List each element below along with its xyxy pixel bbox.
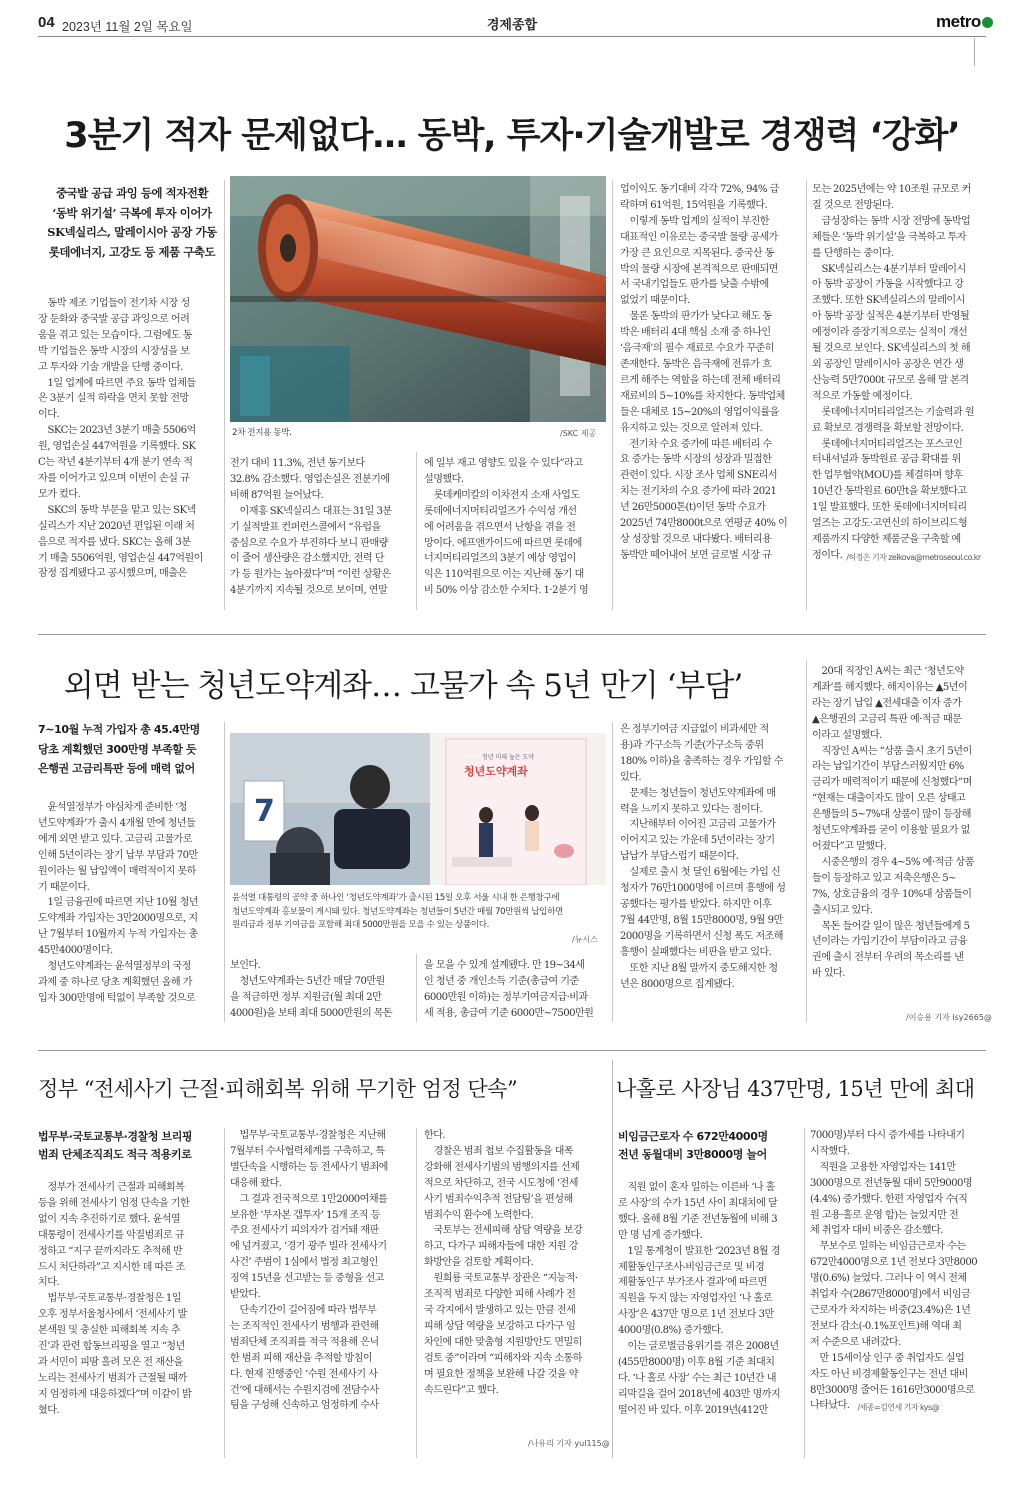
text-line: 법무부·국토교통부·경찰청은 1일 bbox=[38, 1293, 181, 1305]
poster-title: 청년도약계좌 bbox=[464, 765, 528, 778]
text-line: 다. ‘나 홀로 사장’ 수는 최근 10년간 내 bbox=[618, 1372, 776, 1384]
text-line: 원 고용·홀로 운영 합)는 늘었지만 전 bbox=[810, 1209, 959, 1221]
text-line: 시중은행의 경우 4~5% 예·적금 상품 bbox=[812, 856, 974, 868]
text-line: 무보수로 일하는 비임금근로자 수는 bbox=[810, 1241, 966, 1253]
article2-headline: 외면 받는 청년도약계좌… 고물가 속 5년 만기 ‘부담’ bbox=[63, 668, 743, 704]
text-line: 제품까지 다양한 제품군을 구축할 예 bbox=[812, 533, 961, 545]
page-number: 04 bbox=[38, 14, 55, 31]
article1-photo-caption: 2차 전지용 동박. bbox=[232, 428, 292, 438]
article1-column-1 bbox=[38, 296, 218, 582]
text-line: 바 있다. bbox=[812, 968, 845, 980]
logo-dot-icon bbox=[982, 17, 993, 28]
column-divider bbox=[416, 1128, 417, 1458]
text-line: 음으로 적자를 냈다. SKC는 올해 3분 bbox=[38, 536, 191, 548]
text-line: 며 필요한 정책을 보완해 나갈 것을 약 bbox=[424, 1368, 578, 1380]
text-line: 실제로 출시 첫 달인 6월에는 가입 신 bbox=[620, 867, 781, 879]
text-line: 적으로 차단하고, 전국 시도청에 ‘전세 bbox=[424, 1177, 578, 1189]
article1-column-2 bbox=[230, 456, 410, 599]
text-line: 3000명으로 전년동월 대비 5만9000명 bbox=[810, 1177, 973, 1189]
text-line: 너지머티리얼즈의 3분기 예상 영업이 bbox=[424, 553, 576, 565]
text-line: 아 동박 공장 실적은 4분기부터 반영될 bbox=[812, 311, 970, 323]
text-line: 검토 중”이라며 “피해자와 지속 소통하 bbox=[424, 1352, 582, 1364]
subhead: 은행권 고금리특판 등에 매력 없어 bbox=[38, 762, 195, 775]
article3-column-2 bbox=[230, 1128, 410, 1414]
article4-headline: 나홀로 사장님 437만명, 15년 만에 최대 bbox=[616, 1077, 975, 1101]
text-line: 국 각지에서 발생하고 있는 만큼 전세 bbox=[424, 1304, 576, 1316]
text-line: 문제는 청년들이 청년도약계좌에 매 bbox=[620, 787, 776, 799]
text-line: 박의 물량 시장에 본격적으로 판매되면 bbox=[620, 263, 778, 275]
text-line: 장 둔화와 중국발 공급 과잉으로 어려 bbox=[38, 313, 190, 325]
text-line: 한 업무협약(MOU)를 체결하며 향후 bbox=[812, 470, 963, 482]
text-line: 이렇게 동박 업계의 실적이 부진한 bbox=[620, 215, 769, 227]
text-line: 은행들의 5~7%대 상품이 많이 등장해 bbox=[812, 809, 971, 821]
column-divider bbox=[804, 1128, 805, 1458]
text-line: 법무부·국토교통부·경찰청은 지난해 bbox=[230, 1130, 386, 1141]
text-line: 전기차 수요 증가에 따른 배터리 수 bbox=[620, 438, 772, 450]
article4-byline: /세종=김연세 기자 kys@ bbox=[857, 1403, 940, 1413]
text-line: 청년도약계좌는 5년간 매달 70만원 bbox=[230, 975, 385, 987]
article2-byline: /이승용 기자 lsy2665@ bbox=[906, 1013, 992, 1022]
text-line: 력을 느끼지 못하고 있다는 점이다. bbox=[620, 803, 763, 815]
text-line: 롯데에너지머티리얼즈는 포스코인 bbox=[812, 438, 963, 450]
text-line: 년도약계좌’가 출시 4개월 만에 청년들 bbox=[38, 817, 196, 829]
text-line: 에 일부 재고 영향도 있을 수 있다”라고 bbox=[424, 458, 583, 469]
article3-column-3 bbox=[424, 1128, 604, 1398]
article1-column-4 bbox=[620, 182, 800, 564]
text-line: 상 성장할 것으로 내다봤다. 배터리용 bbox=[620, 533, 772, 545]
text-line: 국토부는 전세피해 상담 역량을 보강 bbox=[424, 1225, 583, 1237]
text-line: 동박만 떼어내어 보면 글로벌 시장 규 bbox=[620, 549, 772, 561]
column-divider bbox=[416, 452, 417, 610]
article3-column-1 bbox=[38, 1180, 218, 1419]
article4-column-1 bbox=[618, 1180, 798, 1419]
article3-byline: /나유리 기자 yul115@ bbox=[528, 1439, 610, 1448]
text-line: 료 확보로 경쟁력을 확보할 전망이다. bbox=[812, 422, 964, 434]
logo-text: metro bbox=[936, 12, 981, 31]
column-divider bbox=[224, 1128, 225, 1458]
text-line: 치다. bbox=[38, 1277, 60, 1289]
text-line: 은 정부기여금 지급없이 비과세만 적 bbox=[620, 724, 769, 735]
text-line: 대통령이 전세사기를 악질범죄로 규 bbox=[38, 1229, 184, 1241]
text-line: 체 취업자 대비 비중은 감소했다. bbox=[810, 1225, 943, 1237]
text-line: 32.8% 감소했다. 영업손실은 전분기에 bbox=[230, 473, 390, 485]
text-line: SKC의 동박 부문을 맡고 있는 SK넥 bbox=[38, 504, 196, 516]
text-line: 인해 5년이라는 장기 납부 부담과 70만 bbox=[38, 849, 198, 861]
text-line: 원이라는 월 납입액이 매력적이지 못하 bbox=[38, 865, 196, 877]
text-line: 급성장하는 동박 시장 전망에 동박업 bbox=[812, 215, 971, 227]
text-line: 권에 출시 전부터 우려의 목소리를 낸 bbox=[812, 952, 964, 964]
text-line: 목돈 들어갈 일이 많은 청년들에게 5 bbox=[812, 920, 970, 932]
column-divider bbox=[612, 180, 613, 610]
text-line: 직원을 두지 않는 자영업자인 ‘나 홀로 bbox=[618, 1293, 772, 1305]
text-line: 에게 외면 받고 있다. 고금리 고물가로 bbox=[38, 833, 192, 845]
text-line: 동박 제조 기업들이 전기차 시장 성 bbox=[38, 298, 190, 309]
text-line: 박은 배터리 4대 핵심 소재 중 하나인 bbox=[620, 327, 771, 339]
text-line: 그 결과 전국적으로 1만2000여채를 bbox=[230, 1193, 388, 1205]
text-line: 8만3000명 줄어든 1616만3000명으로 bbox=[810, 1384, 975, 1396]
text-line: 20대 직장인 A씨는 최근 ‘청년도약 bbox=[812, 666, 964, 677]
text-line: 1일 금융권에 따르면 지난 10월 청년 bbox=[38, 897, 199, 909]
article1-headline: 3분기 적자 문제없다… 동박, 투자·기술개발로 경쟁력 ‘강화’ bbox=[64, 116, 960, 156]
subhead: 비임금근로자 수 672만4000명 bbox=[618, 1130, 768, 1143]
text-line: “현재는 대출이자도 많이 오른 상태고 bbox=[812, 793, 966, 805]
column-divider bbox=[224, 722, 225, 1022]
text-line: 이어지고 있는 가운데 5년이라는 장기 bbox=[620, 835, 775, 847]
column-divider bbox=[806, 180, 807, 610]
text-line: 이는 글로벌금융위기를 겪은 2008년 bbox=[618, 1341, 779, 1353]
text-line: 7%, 상호금융의 경우 10%대 상품들이 bbox=[812, 888, 972, 900]
subhead: ‘동박 위기설’ 극복에 투자 이어가 bbox=[52, 205, 212, 220]
article2-photo-credit: /뉴시스 bbox=[572, 935, 598, 944]
article2-photo-caption bbox=[232, 892, 563, 933]
text-line: 납납가 부담스럽기 때문이다. bbox=[620, 851, 739, 863]
text-line: 질 것으로 전망된다. bbox=[812, 199, 894, 211]
text-line: 전보다 감소(-0.1%포인트)해 역대 최 bbox=[810, 1320, 962, 1332]
text-line: 직원을 고용한 자영업자는 141만 bbox=[810, 1161, 956, 1173]
text-line: ‘음극재’의 필수 재료로 수요가 꾸준히 bbox=[620, 343, 774, 355]
text-line: 4000명(0.8%) 증가했다. bbox=[618, 1325, 724, 1337]
article2-column-2 bbox=[230, 958, 410, 1022]
text-line: 가 등 원가는 높아졌다”며 “이런 상황은 bbox=[230, 569, 391, 581]
article2-column-4 bbox=[620, 722, 800, 992]
text-line: 청년도약계좌를 굳이 이용할 필요가 없 bbox=[812, 825, 970, 837]
text-line: 년 26만5000톤(t)이던 동박 수요가 bbox=[620, 502, 766, 514]
text-line: 입자 300만명에 턱없이 부족할 것으로 bbox=[38, 992, 196, 1004]
text-line: 했다. 올해 8월 기준 전년동월에 비해 3 bbox=[618, 1213, 778, 1225]
subhead: 법무부·국토교통부·경찰청 브리핑 bbox=[38, 1130, 193, 1143]
text-line: 망이다. 에프앤가이드에 따르면 롯데에 bbox=[424, 537, 582, 549]
text-line: 년이라는 가입기간이 부담이라고 금융 bbox=[812, 936, 968, 948]
text-line: 보유한 ‘무자본 갭투자’ 15개 조직 등 bbox=[230, 1209, 380, 1221]
text-line: 물론 동박의 판가가 낮다고 해도 동 bbox=[620, 311, 772, 323]
text-line: 기 때문이다. bbox=[38, 881, 90, 893]
text-line: 박 기업들은 동박 시장의 시장성을 보 bbox=[38, 345, 190, 357]
text-line: 적으로 가동할 예정이다. bbox=[812, 390, 912, 402]
text-line: 자도 아닌 비경제활동인구는 전년 대비 bbox=[810, 1368, 968, 1380]
caption-line: 윤석열 대통령의 공약 중 하나인 ‘청년도약계좌’가 출시된 15일 오후 서울 시내 한 은행창구에 bbox=[232, 893, 560, 903]
text-line: 직장인 A씨는 “상품 출시 초기 5년이 bbox=[812, 745, 972, 757]
text-line: 이다. bbox=[38, 409, 60, 421]
text-line: 받았다. bbox=[230, 1289, 261, 1301]
article2-column-3 bbox=[424, 958, 606, 1022]
text-line: 서 국내기업들도 판가를 낮출 수밖에 bbox=[620, 279, 769, 291]
text-line: 중심으로 수요가 부진하다 보니 판매량 bbox=[230, 537, 388, 549]
text-line: 들이 등장하고 있고 저축은행은 5~ bbox=[812, 872, 957, 884]
subhead: 롯데에너지, 고강도 등 제품 구축도 bbox=[48, 244, 216, 259]
text-line: 또한 지난 8월 말까지 중도해지한 청 bbox=[620, 962, 778, 974]
text-line: 설명했다. bbox=[424, 473, 464, 485]
text-line: SK넥실리스는 4분기부터 말레이시 bbox=[812, 263, 966, 275]
text-line: 자를 이어가고 있으며 이번이 손실 규 bbox=[38, 472, 190, 484]
subhead: 전년 동월대비 3만8000명 늘어 bbox=[618, 1148, 767, 1161]
text-line: 45만4000명이다. bbox=[38, 945, 113, 957]
text-line: 르게 해주는 역할을 하는데 전체 배터리 bbox=[620, 374, 781, 386]
text-line: 에 어려움을 겪으면서 난항을 겪을 전 bbox=[424, 521, 576, 533]
text-line: (455만8000명) 이후 8월 기준 최대치 bbox=[618, 1356, 775, 1368]
text-line: 조했다. 또한 SK넥실리스의 말레이시 bbox=[812, 295, 965, 307]
text-line: 지난해부터 이어진 고금리 고물가가 bbox=[620, 819, 776, 831]
text-line: 화방안을 검토할 계획이다. bbox=[424, 1257, 534, 1269]
text-line: 본색원 및 충실한 피해회복 지속 추 bbox=[38, 1325, 181, 1337]
article1-subheads bbox=[38, 184, 226, 262]
text-line: 이라고 설명했다. bbox=[812, 729, 882, 741]
text-line: 사건’ 주범이 1심에서 법정 최고형인 bbox=[230, 1257, 378, 1269]
text-line: 을 적금하면 정부 지원금(월 최대 2만 bbox=[230, 991, 382, 1003]
text-line: 비해 87억원 늘어났다. bbox=[230, 489, 324, 501]
text-line: 도약계좌 가입자는 3만2000명으로, 지 bbox=[38, 913, 198, 925]
header-decoration bbox=[974, 38, 986, 66]
text-line: 전기 대비 11.3%, 전년 동기보다 bbox=[230, 458, 365, 469]
text-line: 년은 8000명으로 집계됐다. bbox=[620, 978, 735, 990]
article1-photo-credit: /SKC 제공 bbox=[560, 429, 597, 438]
text-line: (4.4%) 증가했다. 한편 자영업자 수(직 bbox=[810, 1193, 968, 1205]
text-line: 치는 전기차의 수요 증가에 따라 2021 bbox=[620, 486, 777, 498]
article1-column-3 bbox=[424, 456, 606, 599]
text-line: 익은 110억원으로 이는 지난해 동기 대 bbox=[424, 569, 584, 581]
article4-column-2: 7000명)부터 다시 증가세를 나타내기 시작했다. 직원을 고용한 자영업자는 141만 3000명으로 전년동월 대비 5만9000명 (4.4%) 증가했다. 한편 자영업자 수(직 원 고용·홀로 운영 합)는 늘었지만 전 체 취업자 대비 비중은 감소했다. 무보수로 일하는 비임금근로자 수는 672만4000명으로 1년 전보다 3만8000 명(0.6%) 늘었다. 그러나 이 역시 전체 취업자 수(2867만8000명)에서 비임금 근로자가 차지하는 비중(23.4%)은 1년 전보다 감소(-0.1%포인트)해 역대 최 저 수준으로 내려갔다. 만 15세이상 인구 중 취업자도 실업 자도 아닌 비경제활동인구는 전년 대비 8만3000명 줄어든 1616만3000명으로 나타났다. /세종=김연세 기자 kys@ bbox=[810, 1128, 988, 1416]
article2-column-5 bbox=[812, 664, 988, 982]
text-line: 과제 중 하나로 당초 계획했던 올해 가 bbox=[38, 976, 192, 988]
text-line: 아 동박 공장이 가동을 시작했다고 강 bbox=[812, 279, 964, 291]
text-line: 제활동인구조사-비임금근로 및 비경 bbox=[618, 1261, 765, 1273]
text-line: 원희룡 국토교통부 장관은 “지능적· bbox=[424, 1273, 578, 1285]
text-line: 저 수준으로 내려갔다. bbox=[810, 1336, 901, 1348]
text-line: 오후 정부서울청사에서 ‘전세사기 발 bbox=[38, 1309, 187, 1321]
text-line: 세 적용, 총급여 기준 6000만~7500만원 bbox=[424, 1007, 594, 1019]
text-line: 등을 위해 전세사기 엄정 단속을 기한 bbox=[38, 1197, 190, 1209]
column-divider bbox=[806, 660, 807, 1022]
text-line: 실리스가 지난 2020년 편입된 이래 처 bbox=[38, 520, 195, 532]
copper-roll-image bbox=[230, 176, 606, 422]
text-line: 난 7월부터 10월까지 누적 가입자는 총 bbox=[38, 929, 198, 941]
counter-number: 7 bbox=[254, 794, 275, 829]
text-line: 차인에 대한 맞춤형 지원방안도 면밀히 bbox=[424, 1336, 582, 1348]
text-line: 명(0.6%) 늘었다. 그러나 이 역시 전체 bbox=[810, 1273, 967, 1285]
text-line: 별단속을 시행하는 등 전세사기 범죄에 bbox=[230, 1161, 388, 1173]
article4-subheads bbox=[618, 1128, 808, 1164]
text-line: 롯데케미칼의 이차전지 소재 사업도 bbox=[424, 489, 580, 501]
caption-line: 원리금과 정부 기여금을 포함해 최대 5000만원을 모을 수 있는 상품이다. bbox=[232, 920, 489, 930]
text-line: 금리가 매력적이기 때문에 신청했다”며 bbox=[812, 777, 972, 789]
subhead: 7~10월 누적 가입자 총 45.4만명 bbox=[38, 723, 200, 736]
text-line: 외 공장인 말레이시아 공장은 연간 생 bbox=[812, 358, 964, 370]
section-name: 경제종합 bbox=[486, 17, 538, 32]
text-line: 비 50% 이상 감소한 수치다. 1·2분기 영 bbox=[424, 585, 589, 597]
bank-counter-image bbox=[230, 733, 606, 885]
text-line: 2000명을 기록하면서 신청 폭도 저조해 bbox=[620, 930, 783, 942]
text-line: SKC는 2023년 3분기 매출 5506억 bbox=[38, 425, 196, 437]
text-line: 체들은 ‘동박 위기설’을 극복하고 투자 bbox=[812, 231, 966, 243]
text-line: 1일 업계에 따르면 주요 동박 업체들 bbox=[38, 377, 196, 389]
text-line: 계좌’를 해지했다. 해지이유는 ▲5년이 bbox=[812, 681, 968, 693]
text-line: 강화해 전세사기범의 범행의지를 선제 bbox=[424, 1161, 580, 1173]
column-divider bbox=[416, 954, 417, 1022]
text-line: 라는 장기 납입 ▲전세대출 이자 증가 bbox=[812, 697, 962, 709]
text-line: 한 범죄 피해 재산을 추적할 방침이 bbox=[230, 1352, 373, 1364]
text-line: 될 것으로 보인다. SK넥실리스의 첫 해 bbox=[812, 343, 971, 355]
text-line: 로 사장’의 수가 15년 사이 최대치에 달 bbox=[618, 1197, 778, 1209]
text-line: 라는 납입기간이 부담스러웠지만 6% bbox=[812, 761, 964, 773]
text-line: 만 명 넘게 증가했다. bbox=[618, 1229, 703, 1241]
text-line: 경찰은 범죄 첩보 수집활동을 대폭 bbox=[424, 1145, 573, 1157]
text-line: 만 15세이상 인구 중 취업자도 실업 bbox=[810, 1352, 965, 1364]
article1-byline: /허정은 기자 zelkova@metroseoul.co.kr bbox=[846, 552, 981, 562]
text-line: 180% 이하)을 충족하는 경우 가입할 수 bbox=[620, 755, 783, 767]
text-line: 락하며 61억원, 15억원을 기록했다. bbox=[620, 199, 768, 211]
article-separator bbox=[38, 634, 986, 635]
text-line: 범죄단체 조직죄를 적극 적용해 은닉 bbox=[230, 1336, 379, 1348]
text-line: 단속기간이 길어짐에 따라 법무부 bbox=[230, 1304, 377, 1316]
text-line: 용)과 가구소득 기준(가구소득 중위 bbox=[620, 739, 764, 751]
article1-photo-copper-foil bbox=[230, 176, 606, 422]
column-divider bbox=[612, 722, 613, 1022]
text-line: ▲은행권의 고금리 특판 예·적금 때문 bbox=[812, 713, 962, 725]
text-line: 은 3분기 실적 하락을 면치 못할 전망 bbox=[38, 393, 189, 405]
text-line: 사기 범죄수익추적 전담팀’을 편성해 bbox=[424, 1193, 573, 1205]
text-line: 유지하고 있는 것으로 알려져 있다. bbox=[620, 422, 763, 434]
article-column-separator bbox=[612, 1060, 613, 1458]
text-line: 1일 발표했다. 또한 롯데에너지머티리 bbox=[812, 502, 967, 514]
text-line: 1일 통계청이 발표한 ‘2023년 8월 경 bbox=[618, 1245, 780, 1257]
text-line: 제활동인구 부가조사 결과’에 따르면 bbox=[618, 1277, 767, 1289]
text-line: 정하고 “지구 끝까지라도 추적해 반 bbox=[38, 1245, 183, 1257]
column-divider bbox=[224, 180, 225, 610]
text-line: 4분기까지 지속될 것으로 보이며, 연말 bbox=[230, 585, 388, 597]
text-line: 직원 없이 혼자 일하는 이른바 ‘나 홀 bbox=[618, 1182, 775, 1193]
text-line: 10년간 동박원료 60만t을 확보했다고 bbox=[812, 486, 967, 498]
text-line: 청년도약계좌는 윤석열정부의 국정 bbox=[38, 961, 191, 973]
text-line: 원, 영업손실 447억원을 기록했다. SK bbox=[38, 441, 196, 453]
text-line: 하고, 다가구 피해자들에 대한 지원 강 bbox=[424, 1241, 578, 1253]
text-line: 는 조직적인 전세사기 범행과 관련해 bbox=[230, 1320, 379, 1332]
text-line: 잠정 집계됐다고 공시했으며, 매출은 bbox=[38, 568, 187, 580]
text-line: 조직적 범죄로 다양한 피해 사례가 전 bbox=[424, 1289, 576, 1301]
article2-subheads bbox=[38, 720, 228, 779]
text-line: 를 단행하는 중이다. bbox=[812, 247, 894, 259]
subhead: 범죄 단체조직죄도 적극 적용키로 bbox=[38, 1148, 192, 1161]
text-line: 공했다는 평가를 받았다. 하지만 이후 bbox=[620, 898, 772, 910]
header-rule bbox=[38, 36, 986, 37]
text-line: 있다. bbox=[620, 771, 642, 783]
article1-column-5: 모는 2025년에는 약 10조원 규모로 커 질 것으로 전망된다. 급성장하는 동박 시장 전망에 동박업 체들은 ‘동박 위기설’을 극복하고 투자 를 단행하는 중이다. SK넥실리스는 4분기부터 말레이시 아 동박 공장이 가동을 시작했다고 강 조했다. 또한 SK넥실리스의 말레이시 아 동박 공장 실적은 4분기부터 반영될 예정이라 증장기적으로는 실적이 개선 될 것으로 보인다. SK넥실리스의 첫 해 외 공장인 말레이시아 공장은 연간 생 산능력 5만7000t 규모로 올해 말 본격 적으로 가동할 예정이다. 롯데에너지머티리얼즈는 기술력과 원 료 확보로 경쟁력을 확보할 전망이다. 롯데에너지머티리얼즈는 포스코인 터내셔널과 동박원료 공급 확대를 위 한 업무협약(MOU)를 체결하며 향후 10년간 동박원료 60만t을 확보했다고 1일 발표했다. 또한 롯데에너지머티리 얼즈는 고강도·고연신의 하이브리드형 제품까지 다양한 제품군을 구축할 예 정이다. /허정은 기자 zelkova@metroseoul.co.kr bbox=[812, 182, 988, 566]
text-line: 터내셔널과 동박원료 공급 확대를 위 bbox=[812, 454, 961, 466]
text-line: 672만4000명으로 1년 전보다 3만8000 bbox=[810, 1257, 978, 1269]
text-line: 2025년 74만8000t으로 연평균 40% 이 bbox=[620, 518, 788, 530]
text-line: 고 투자와 기술 개발을 단행 중이다. bbox=[38, 361, 183, 373]
text-line: 과 서민이 피땀 흘려 모은 전 재산을 bbox=[38, 1356, 183, 1368]
text-line: 6000만원 이하)는 정부기여금지급·비과 bbox=[424, 991, 588, 1003]
text-line: 주요 전세사기 피의자가 검거돼 재판 bbox=[230, 1225, 379, 1237]
poster-tagline: 청년 미래 높은 도약 bbox=[482, 754, 535, 761]
text-line: 취업자 수(2867만8000명)에서 비임금 bbox=[810, 1289, 971, 1301]
text-line: 이 줄어 생산량은 감소했지만, 전력 단 bbox=[230, 553, 384, 565]
text-line: 청자가 76만1000명에 이르며 흥행에 성 bbox=[620, 883, 786, 895]
text-line: 얼즈는 고강도·고연신의 하이브리드형 bbox=[812, 518, 968, 530]
text-line: 기 매출 5506억원, 영업손실 447억원이 bbox=[38, 552, 203, 564]
text-line: 7월 44만명, 8월 15만8000명, 9월 9만 bbox=[620, 914, 783, 926]
text-line: 예정이라 증장기적으로는 실적이 개선 bbox=[812, 327, 968, 339]
text-line: 이재홍 SK넥실리스 대표는 31일 3분 bbox=[230, 505, 392, 517]
text-line: 에 넘겨졌고, ‘경기 광주 빌라 전세사기 bbox=[230, 1241, 387, 1253]
text-line: 혔다. bbox=[38, 1404, 60, 1416]
text-line: 가장 큰 요인으로 지목된다. 중국산 동 bbox=[620, 247, 774, 259]
text-line: 지 엄정하게 대응하겠다”며 이같이 밝 bbox=[38, 1388, 192, 1400]
text-line: 진’과 관련 합동브리핑을 열고 “청년 bbox=[38, 1341, 185, 1353]
text-line: 시작했다. bbox=[810, 1145, 850, 1157]
subhead: SK넥실리스, 말레이시아 공장 가동 bbox=[47, 225, 217, 239]
article2-column-1 bbox=[38, 800, 218, 1007]
text-line: 리막길을 걸어 2018년에 403만 명까지 bbox=[618, 1388, 781, 1400]
text-line: 건’에 대해서는 수원지검에 전담수사 bbox=[230, 1384, 379, 1396]
text-line: 노리는 전세사기 범죄가 근절될 때까 bbox=[38, 1372, 187, 1384]
text-line: 존재한다. 동박은 음극재에 전류가 흐 bbox=[620, 358, 772, 370]
text-line: 재료비의 5~10%를 차지한다. 동박업체 bbox=[620, 390, 785, 402]
text-line: 보인다. bbox=[230, 960, 261, 971]
issue-date: 2023년 11월 2일 목요일 bbox=[62, 20, 193, 34]
text-line: 근로자가 차지하는 비중(23.4%)은 1년 bbox=[810, 1304, 971, 1316]
text-line: 사장’은 437만 명으로 1년 전보다 3만 bbox=[618, 1309, 774, 1321]
text-line: 드시 처단하라”고 지시한 데 따른 조 bbox=[38, 1261, 185, 1273]
text-line: 7000명)부터 다시 증가세를 나타내기 bbox=[810, 1130, 965, 1141]
text-line: 팀을 구성해 신속하고 엄정하게 수사 bbox=[230, 1400, 379, 1412]
text-line: 어졌다”고 말했다. bbox=[812, 840, 887, 852]
text-line: 속드린다”고 했다. bbox=[424, 1384, 499, 1396]
text-line: 움을 겪고 있는 모습이다. 그럼에도 동 bbox=[38, 329, 192, 341]
metro-logo bbox=[936, 12, 993, 32]
text-line: 흥행이 실패했다는 비판을 받고 있다. bbox=[620, 946, 772, 958]
article2-photo-bank-counter bbox=[230, 733, 606, 885]
text-line: 관련이 있다. 시장 조사 업체 SNE리서 bbox=[620, 470, 778, 482]
text-line: 떨어진 바 있다. 이후 2019년(412만 bbox=[618, 1404, 768, 1416]
text-line: C는 작년 4분기부터 4개 분기 연속 적 bbox=[38, 457, 193, 469]
text-line: 모가 컸다. bbox=[38, 488, 81, 500]
text-line: 기 실적발표 컨퍼런스콜에서 “유럽을 bbox=[230, 521, 381, 533]
text-line: 인 청년 중 개인소득 기준(총급여 기준 bbox=[424, 975, 579, 987]
article3-subheads bbox=[38, 1128, 228, 1164]
text-line: 다. 현재 진행중인 ‘수원 전세사기 사 bbox=[230, 1368, 378, 1380]
text-line: 피해 상담 역량을 보강하고 다가구 임 bbox=[424, 1320, 576, 1332]
text-line: 7월부터 수사협력체계를 구축하고, 특 bbox=[230, 1145, 385, 1157]
text-line: 대표적인 이유로는 중국발 물량 공세가 bbox=[620, 231, 778, 243]
text-line: 업이익도 동기대비 각각 72%, 94% 급 bbox=[620, 184, 779, 195]
text-line: 징역 15년을 선고받는 등 중형을 선고 bbox=[230, 1273, 384, 1285]
text-line: 들은 대체로 15~20%의 영업이익률을 bbox=[620, 406, 779, 418]
text-line: 산능력 5만7000t 규모로 올해 말 본격 bbox=[812, 374, 969, 386]
text-line: 범죄수익 환수에 노력한다. bbox=[424, 1209, 534, 1221]
text-line: 윤석열정부가 야심차게 준비한 ‘청 bbox=[38, 802, 187, 813]
text-line: 롯데에너지머티리얼즈가 수익성 개선 bbox=[424, 505, 577, 517]
text-line: 없었기 때문이다. bbox=[620, 295, 690, 307]
article3-headline: 정부 “전세사기 근절·피해회복 위해 무기한 엄정 단속” bbox=[38, 1077, 518, 1101]
text-line: 없이 지속 추진하기로 했다. 윤석열 bbox=[38, 1213, 181, 1225]
subhead: 중국발 공급 과잉 등에 적자전환 bbox=[55, 186, 209, 200]
article-separator bbox=[38, 1050, 986, 1051]
subhead: 당초 계획했던 300만명 부족할 듯 bbox=[38, 742, 197, 756]
text-line: 요 증가는 동박 시장의 성장과 밀접한 bbox=[620, 454, 772, 466]
text-line: 대응해 왔다. bbox=[230, 1177, 282, 1189]
caption-line: 청년도약계좌 홍보물이 게시돼 있다. 청년도약계좌는 청년들이 5년간 매월 70만원씩 납입하면 bbox=[232, 906, 563, 917]
text-line: 모는 2025년에는 약 10조원 규모로 커 bbox=[812, 184, 971, 195]
text-line: 롯데에너지머티리얼즈는 기술력과 원 bbox=[812, 406, 975, 418]
text-line: 한다. bbox=[424, 1130, 446, 1141]
text-line: 출시되고 있다. bbox=[812, 904, 873, 916]
text-line: 4000원)을 보태 최대 5000만원의 목돈 bbox=[230, 1007, 393, 1019]
text-line: 을 모을 수 있게 설계됐다. 만 19~34세 bbox=[424, 960, 585, 971]
text-line: 정부가 전세사기 근절과 피해회복 bbox=[38, 1182, 185, 1193]
